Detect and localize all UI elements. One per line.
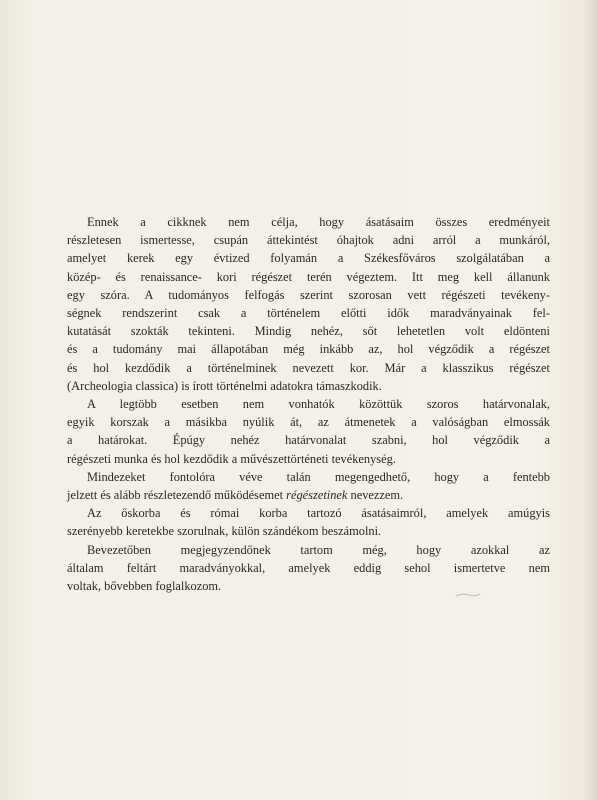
text-line: közép- és renaissance- kori régészet terén végeztem. Itt meg kell állanunk: [67, 269, 550, 284]
text-line: régészeti munka és hol kezdődik a művészettörténeti tevékenység.: [67, 451, 396, 466]
text-line: (Archeologia classica) is írott történelmi adatokra támaszkodik.: [67, 378, 382, 393]
text-line: a határokat. Épúgy nehéz határvonalat szabni, hol végződik a: [67, 433, 550, 448]
text-line: Mindezeket fontolóra véve talán megengedhető, hogy a fentebb: [87, 469, 550, 484]
text-line: Ennek a cikknek nem célja, hogy ásatásaim összes eredményeit: [87, 215, 550, 229]
paragraph-1: [67, 213, 550, 395]
text-line: egyik korszak a másikba nyúlik át, az átmenetek a valóságban elmossák: [67, 415, 550, 430]
text-line: Bevezetőben megjegyzendőnek tartom még, hogy azokkal az: [87, 542, 550, 557]
text-line: A legtöbb esetben nem vonhatók közöttük szoros határvonalak,: [87, 397, 550, 412]
paragraph-5: [67, 541, 550, 596]
text-line: jelzett és alább részletezendő működésemet régészetinek nevezzem.: [67, 488, 404, 503]
text-line: részletesen ismertesse, csupán áttekintést óhajtok adni arról a munkáról,: [67, 233, 550, 248]
emphasized-word: régészetinek: [286, 488, 348, 503]
text-line: és a tudomány mai állapotában még inkább az, hol végződik a régészet: [67, 342, 550, 357]
paragraph-2: [67, 395, 550, 468]
text-line: és hol kezdődik a történelminek nevezett kor. Már a klasszikus régészet: [67, 360, 550, 375]
text-line: amelyet kerek egy évtized folyamán a Székesfőváros szolgálatában a: [67, 251, 550, 266]
page-edge-shadow: [583, 0, 597, 800]
text-line: egy szóra. A tudományos felfogás szerint szorosan vett régészeti tevékeny-: [67, 287, 550, 302]
text-line: ségnek rendszerint csak a történelem előtti idők maradványainak fel-: [67, 306, 550, 321]
pencil-mark: [455, 592, 481, 598]
text-line: kutatását szokták tekinteni. Mindig nehéz, sőt lehetetlen volt eldönteni: [67, 324, 550, 339]
text-line: voltak, bővebben foglalkozom.: [67, 579, 222, 594]
paragraph-4: [67, 504, 550, 540]
paragraph-3: [67, 468, 550, 504]
body-text: [67, 213, 550, 595]
text-line: szerényebb keretekbe szorulnak, külön szándékom beszámolni.: [67, 524, 382, 539]
text-line: általam feltárt maradványokkal, amelyek eddig sehol ismertetve nem: [67, 560, 550, 575]
text-line: Az őskorba és római korba tartozó ásatásaimról, amelyek amúgyis: [87, 506, 550, 521]
